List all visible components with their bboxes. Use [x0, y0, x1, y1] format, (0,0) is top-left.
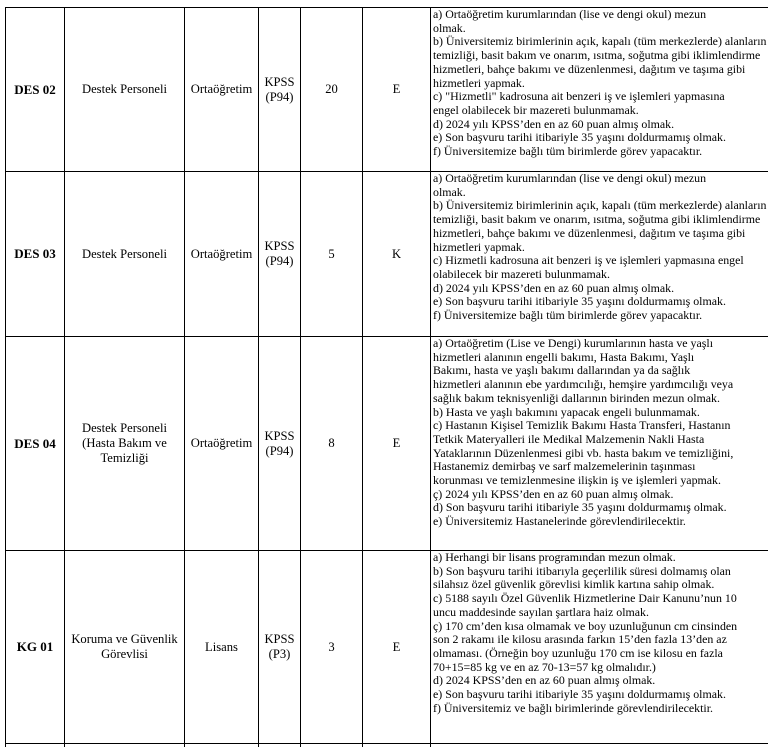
position-title: Destek Personeli	[65, 172, 185, 337]
table-row	[6, 551, 768, 744]
gender: E	[363, 551, 431, 744]
position-code: DES 04	[6, 337, 65, 551]
position-count: 20	[301, 8, 363, 172]
position-code: DES 02	[6, 8, 65, 172]
exam-type: KPSS (P94)	[259, 337, 301, 551]
position-title: Destek Personeli	[65, 8, 185, 172]
table-row	[6, 337, 768, 551]
position-title: Destek Personeli (Hasta Bakım ve Temizliği	[65, 337, 185, 551]
table-row	[6, 172, 768, 337]
education-level: Ortaöğretim	[185, 8, 259, 172]
education-level: Ortaöğretim	[185, 337, 259, 551]
gender: K	[363, 172, 431, 337]
table-row	[6, 8, 768, 172]
position-code: KG 01	[6, 551, 65, 744]
positions-table	[5, 7, 768, 747]
requirements-text: a) Ortaöğretim (Lise ve Dengi) kurumlarının hasta ve yaşlı hizmetleri alanının engelli bakımı, Hasta Bakımı, Yaşlı Bakımı, hasta ve yaşlı bakımı dallarından ya da sağlık hizmetleri alanının ebe yardımcılığı, hemşire yardımcılığı veya sağlık bakım teknisyenliği dallarının birinden mezun olmak. b) Hasta ve yaşlı bakımını yapacak engeli bulunmamak. c) Hastanın Kişisel Temizlik Bakımı Hasta Transferi, Hastanın Tetkik Materyalleri ile Medikal Malzemenin Nakli Hasta Yataklarının Düzenlenmesi gibi vb. hasta bakım ve temizliğini, Hastanemiz demirbaş ve sarf malzemelerinin taşınması korunması ve temizlenmesine ilişkin iş ve işlemleri yapmak. ç) 2024 yılı KPSS’den en az 60 puan almış olmak. d) Son başvuru tarihi itibariyle 35 yaşını doldurmamış olmak. e) Üniversitemiz Hastanelerinde görevlendirilecektir.	[433, 336, 734, 529]
education-level: Ortaöğretim	[185, 172, 259, 337]
requirements-text: a) Herhangi bir lisans programından mezun olmak. b) Son başvuru tarihi itibarıyla geçerlilik süresi dolmamış olan silahsız özel güvenlik görevlisi kimlik kartına sahip olmak. c) 5188 sayılı Özel Güvenlik Hizmetlerine Dair Kanunu’nun 10 uncu maddesinde sayılan şartlara haiz olmak. ç) 170 cm’den kısa olmamak ve boy uzunluğunun cm cinsinden son 2 rakamı ile kilosu arasında farkın 15’den fazla 13’den az olmaması. (Örneğin boy uzunluğu 170 cm ise kilosu en fazla 70+15=85 kg ve en az 70-13=57 kg olmalıdır.) d) 2024 KPSS’den en az 60 puan almış olmak. e) Son başvuru tarihi itibariyle 35 yaşını doldurmamış olmak. f) Üniversitemiz ve bağlı birimlerinde görevlendirilecektir.	[433, 550, 738, 715]
gender: E	[363, 337, 431, 551]
exam-type: KPSS (P94)	[259, 8, 301, 172]
gender: E	[363, 8, 431, 172]
requirements-text: a) Ortaöğretim kurumlarından (lise ve dengi okul) mezun olmak. b) Üniversitemiz birimlerinin açık, kapalı (tüm merkezlerde) alanların temizliği, basit bakım ve onarım, ısıtma, soğutma gibi iklimlendirme hizmetleri, bahçe bakımı ve düzenlenmesi, dağıtım ve taşıma gibi hizmetleri yapmak. c) "Hizmetli" kadrosuna ait benzeri iş ve işlemleri yapmasına engel olabilecek bir mazereti bulunmamak. d) 2024 yılı KPSS’den en az 60 puan almış olmak. e) Son başvuru tarihi itibariyle 35 yaşını doldurmamış olmak. f) Üniversitemize bağlı tüm birimlerde görev yapacaktır.	[433, 7, 767, 159]
position-count: 8	[301, 337, 363, 551]
table-row-partial	[6, 744, 768, 747]
requirements-cell	[431, 551, 768, 744]
requirements-cell	[431, 8, 768, 172]
requirements-text: a) Ortaöğretim kurumlarından (lise ve dengi okul) mezun olmak. b) Üniversitemiz birimlerinin açık, kapalı (tüm merkezlerde) alanların temizliği, basit bakım ve onarım, ısıtma, soğutma gibi iklimlendirme hizmetleri, bahçe bakımı ve düzenlenmesi, dağıtım ve taşıma gibi hizmetleri yapmak. c) Hizmetli kadrosuna ait benzeri iş ve işlemleri yapmasına engel olabilecek bir mazereti bulunmamak. d) 2024 yılı KPSS’den en az 60 puan almış olmak. e) Son başvuru tarihi itibariyle 35 yaşını doldurmamış olmak. f) Üniversitemize bağlı tüm birimlerde görev yapacaktır.	[433, 171, 767, 323]
exam-type: KPSS (P94)	[259, 172, 301, 337]
position-title: Koruma ve Güvenlik Görevlisi	[65, 551, 185, 744]
position-count: 5	[301, 172, 363, 337]
position-code: DES 03	[6, 172, 65, 337]
requirements-cell	[431, 172, 768, 337]
requirements-cell	[431, 337, 768, 551]
education-level: Lisans	[185, 551, 259, 744]
position-count: 3	[301, 551, 363, 744]
exam-type: KPSS (P3)	[259, 551, 301, 744]
